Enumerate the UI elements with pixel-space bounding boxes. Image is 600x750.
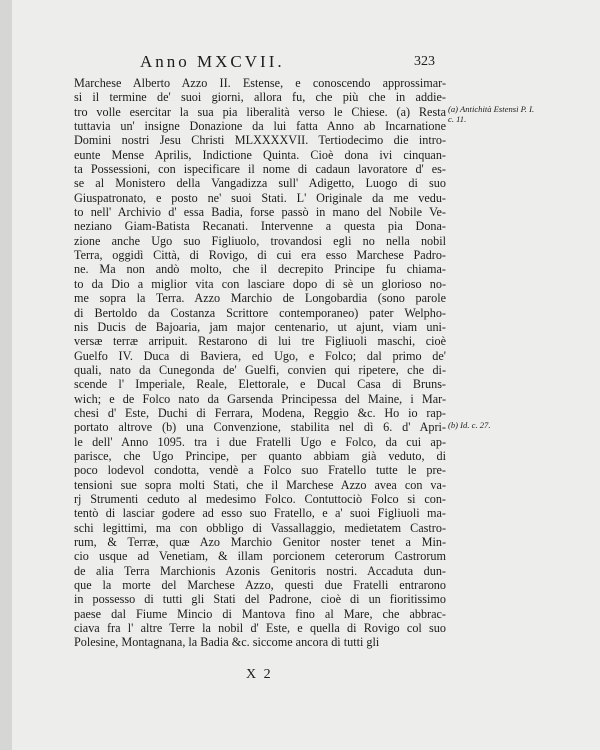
text-line: rum, & Terræ, quæ Azo Marchio Genitor noster tenet a Min- [74,535,446,549]
text-line: chesi d' Este, Duchi di Ferrara, Modena, Reggio &c. Ho io rap- [74,405,446,420]
page-header [12,52,600,76]
text-line: neziano Giam-Batista Recanati. Intervenne a questa pia Dona- [74,219,446,234]
text-line: schi legittimi, ma con obbligo di Vassallaggio, medietatem Castro- [74,520,446,535]
text-line: Giuspatronato, e posto ne' suoi Stati. L' Originale da me vedu- [74,190,446,205]
text-line: rj Strumenti ceduto al medesimo Folco. Contuttociò Folco si con- [74,491,446,506]
text-line: de alia Terra Marchionis Azonis Genitoris nostri. Accaduta dun- [74,563,446,578]
text-line: me sopra la Terra. Azzo Marchio de Longobardia (sono parole [74,291,446,306]
text-line: to nell' Archivio d' essa Badia, forse passò in mano del Nobile Ve- [74,205,446,220]
text-line: que la morte del Marchese Azzo, questi due Fratelli entrarono [74,578,446,593]
text-line: poco lodevol condotta, vendè a Folco suo Fratello tutte le pre- [74,463,446,478]
text-line: quali, nato da Cunegonda de' Guelfi, convien qui ripetere, che di- [74,362,446,377]
running-title: Anno MXCVII. [140,52,285,71]
text-line: Marchese Alberto Azzo II. Estense, e conoscendo approssimar- [74,76,446,90]
text-line: parisce, che Ugo Principe, per quanto abbiam già veduto, di [74,448,446,463]
body-text [74,76,446,650]
margin-note-b: (b) Id. c. 27. [448,420,491,430]
text-line: Polesine, Montagnana, la Badia &c. siccome ancora di tutti gli [74,635,380,650]
text-line: tensioni sue sopra molti Stati, che il Marchese Azzo avea con va- [74,477,446,492]
text-line: Terra, oggidì Città, di Rovigo, di cui era esso Marchese Padro- [74,248,446,263]
text-line: nis Ducis de Bajoaria, jam major centenario, ut ajunt, viam uni- [74,319,446,334]
text-line: di Bertoldo da Costanza Scrittore contemporaneo) pater Welpho- [74,305,446,320]
text-line: paese dal Fiume Mincio di Mantova fino al Mare, che abbrac- [74,606,446,621]
text-line: zione anche Ugo suo Figliuolo, trovandosi egli no nella nobil [74,233,446,248]
text-line: ta Possessioni, con ispecificare il nome di cadaun lavoratore d' es- [74,162,446,177]
text-line: in possesso di tutti gli Stati del Padrone, cioè di un fioritissimo [74,592,446,607]
text-line: eunte Mense Aprilis, Indictione Quinta. Cioè dona ivi cinquan- [74,147,446,162]
text-line: tuttavia un' insigne Donazione da lui fatta Anno ab Incarnatione [74,119,446,134]
text-line: ciava fra l' altre Terre la nobil d' Este, e quella di Rovigo col suo [74,621,446,636]
text-line: versæ terræ arripuit. Restarono di lui tre Figliuoli maschi, cioè [74,334,446,349]
text-line: portato altrove (b) una Convenzione, stabilita nel dì 6. d' Apri- [74,420,446,435]
page-number: 323 [414,54,435,69]
text-line: se al Monistero della Vangadizza sull' Adigetto, Luogo di suo [74,176,446,191]
text-line: tentò di lasciar godere ad esso suo Fratello, e a' suoi Figliuoli ma- [74,506,446,521]
text-line: cio usque ad Venetiam, & illam porcionem ceterorum Castrorum [74,549,446,564]
text-line: scende l' Imperiale, Reale, Elettorale, e Ducal Casa di Bruns- [74,377,446,392]
text-line: si il termine de' suoi giorni, allora fu, che più che in addie- [74,90,446,105]
text-line: to da Dio a miglior vita con lasciare dopo di sè un glorioso no- [74,276,446,291]
text-line: Guelfo IV. Duca di Baviera, ed Ugo, e Folco; dal primo de' [74,348,446,363]
margin-note-a: (a) Antichità Estensi P. I. c. 11. [448,104,535,124]
text-line: Domini nostri Jesu Christi MLXXXXVII. Tertiodecimo die intro- [74,133,446,148]
signature-mark: X 2 [246,667,273,682]
text-line: wich; e de Folco nato da Garsenda Principessa del Maine, i Mar- [74,391,446,406]
book-page [12,0,600,750]
text-line: le dell' Anno 1095. tra i due Fratelli Ugo e Folco, da cui ap- [74,434,446,449]
text-line: ne. Ma non andò molto, che il decrepito Principe fu chiama- [74,262,446,277]
text-line: tro volle esercitar la sua pia liberalità verso le Chiese. (a) Resta [74,104,446,119]
